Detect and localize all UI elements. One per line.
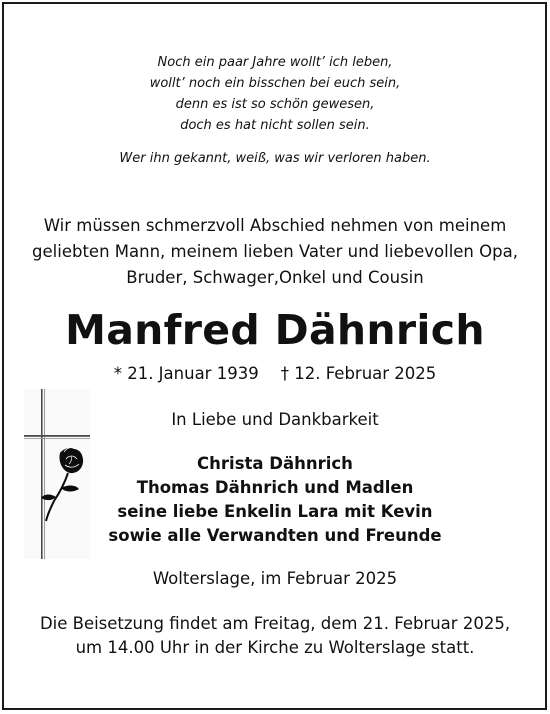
mourner-name: Thomas Dähnrich und Madlen	[136, 478, 414, 497]
poem-line: wollt’ noch ein bisschen bei euch sein,	[149, 76, 401, 91]
farewell-intro	[20, 213, 530, 291]
intro-line: geliebten Mann, meinem lieben Vater und liebevollen Opa,	[32, 242, 518, 261]
mourner-name: Christa Dähnrich	[197, 454, 353, 473]
deceased-name: Manfred Dähnrich	[65, 306, 485, 354]
mourners-list	[90, 452, 460, 548]
funeral-info	[20, 612, 530, 660]
thanks-line: In Liebe und Dankbarkeit	[171, 410, 379, 429]
poem-line: doch es hat nicht sollen sein.	[180, 118, 370, 133]
poem-stanza	[0, 52, 550, 136]
death-date: † 12. Februar 2025	[280, 364, 437, 383]
mourner-name: sowie alle Verwandten und Freunde	[108, 526, 442, 545]
poem-line: Noch ein paar Jahre wollt’ ich leben,	[157, 55, 393, 70]
funeral-line: Die Beisetzung findet am Freitag, dem 21. Februar 2025,	[39, 614, 511, 633]
funeral-line: um 14.00 Uhr in der Kirche zu Wolterslage statt.	[75, 638, 475, 657]
life-dates	[0, 362, 550, 386]
place-and-date: Wolterslage, im Februar 2025	[152, 569, 398, 588]
birth-date: * 21. Januar 1939	[113, 364, 259, 383]
mourner-name: seine liebe Enkelin Lara mit Kevin	[117, 502, 433, 521]
poem-closing-line: Wer ihn gekannt, weiß, was wir verloren haben.	[119, 151, 431, 166]
poem-line: denn es ist so schön gewesen,	[175, 97, 375, 112]
poem-closing	[0, 148, 550, 169]
intro-line: Wir müssen schmerzvoll Abschied nehmen von meinem	[43, 216, 507, 235]
intro-line: Bruder, Schwager,Onkel und Cousin	[126, 268, 424, 287]
